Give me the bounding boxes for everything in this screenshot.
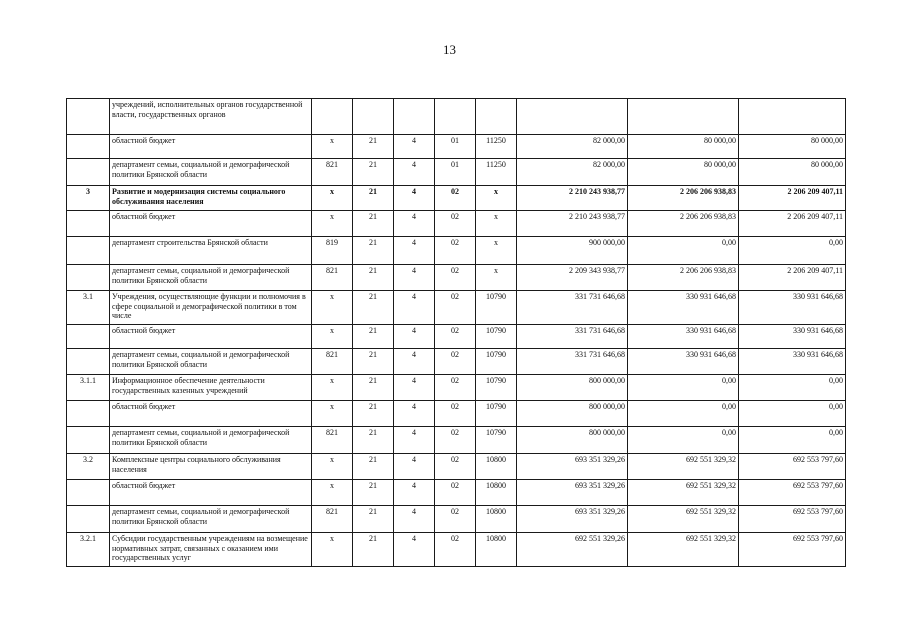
subprogram-code-cell: 4	[394, 237, 435, 265]
row-number-cell: 3.1.1	[67, 375, 110, 401]
admin-code-cell: х	[312, 375, 353, 401]
row-name-cell: областной бюджет	[110, 135, 312, 159]
amount-year2-cell: 0,00	[628, 401, 739, 427]
program-code-cell: 21	[353, 135, 394, 159]
direction-code-cell: 10790	[476, 375, 517, 401]
activity-code-cell: 02	[435, 265, 476, 291]
row-name-cell: учреждений, исполнительных органов государственной власти, государственных органов	[110, 99, 312, 135]
admin-code-cell: 821	[312, 265, 353, 291]
direction-code-cell	[476, 99, 517, 135]
amount-year1-cell: 2 210 243 938,77	[517, 186, 628, 211]
row-name-cell: департамент семьи, социальной и демографической политики Брянской области	[110, 427, 312, 454]
amount-year1-cell: 900 000,00	[517, 237, 628, 265]
program-code-cell: 21	[353, 506, 394, 533]
budget-table	[66, 98, 846, 567]
activity-code-cell: 02	[435, 325, 476, 349]
row-name-cell: Комплексные центры социального обслуживания населения	[110, 454, 312, 480]
row-name-cell: департамент семьи, социальной и демографической политики Брянской области	[110, 506, 312, 533]
subprogram-code-cell: 4	[394, 135, 435, 159]
direction-code-cell: 10800	[476, 454, 517, 480]
row-name-cell: Информационное обеспечение деятельности государственных казенных учреждений	[110, 375, 312, 401]
row-name-cell: Субсидии государственным учреждениям на возмещение нормативных затрат, связанных с оказанием ими государственных услуг	[110, 533, 312, 567]
table-row	[67, 99, 846, 135]
row-name-cell: департамент семьи, социальной и демографической политики Брянской области	[110, 159, 312, 186]
amount-year2-cell: 692 551 329,32	[628, 533, 739, 567]
amount-year1-cell: 331 731 646,68	[517, 325, 628, 349]
program-code-cell: 21	[353, 211, 394, 237]
budget-table-body	[67, 99, 846, 567]
amount-year2-cell: 692 551 329,32	[628, 454, 739, 480]
amount-year3-cell: 0,00	[739, 427, 846, 454]
admin-code-cell: х	[312, 291, 353, 325]
activity-code-cell: 02	[435, 506, 476, 533]
admin-code-cell: х	[312, 454, 353, 480]
row-number-cell	[67, 325, 110, 349]
admin-code-cell: х	[312, 480, 353, 506]
amount-year2-cell: 0,00	[628, 427, 739, 454]
subprogram-code-cell: 4	[394, 480, 435, 506]
amount-year2-cell: 330 931 646,68	[628, 325, 739, 349]
subprogram-code-cell: 4	[394, 506, 435, 533]
table-row	[67, 375, 846, 401]
amount-year2-cell: 2 206 206 938,83	[628, 211, 739, 237]
amount-year1-cell	[517, 99, 628, 135]
table-row	[67, 401, 846, 427]
program-code-cell: 21	[353, 480, 394, 506]
direction-code-cell: 10790	[476, 325, 517, 349]
row-number-cell	[67, 211, 110, 237]
amount-year1-cell: 693 351 329,26	[517, 506, 628, 533]
admin-code-cell: 821	[312, 159, 353, 186]
amount-year1-cell: 800 000,00	[517, 427, 628, 454]
amount-year2-cell: 80 000,00	[628, 135, 739, 159]
activity-code-cell: 02	[435, 237, 476, 265]
activity-code-cell: 02	[435, 480, 476, 506]
table-row	[67, 427, 846, 454]
amount-year3-cell: 692 553 797,60	[739, 480, 846, 506]
row-name-cell: областной бюджет	[110, 211, 312, 237]
program-code-cell: 21	[353, 454, 394, 480]
row-number-cell: 3.2	[67, 454, 110, 480]
admin-code-cell: х	[312, 135, 353, 159]
amount-year1-cell: 692 551 329,26	[517, 533, 628, 567]
program-code-cell: 21	[353, 237, 394, 265]
row-number-cell	[67, 265, 110, 291]
amount-year2-cell: 0,00	[628, 237, 739, 265]
admin-code-cell: х	[312, 211, 353, 237]
row-name-cell: департамент семьи, социальной и демографической политики Брянской области	[110, 265, 312, 291]
amount-year3-cell: 2 206 209 407,11	[739, 265, 846, 291]
amount-year3-cell: 692 553 797,60	[739, 506, 846, 533]
row-number-cell: 3.1	[67, 291, 110, 325]
program-code-cell: 21	[353, 401, 394, 427]
table-row	[67, 135, 846, 159]
amount-year1-cell: 82 000,00	[517, 159, 628, 186]
row-name-cell: областной бюджет	[110, 480, 312, 506]
activity-code-cell: 02	[435, 454, 476, 480]
amount-year3-cell: 80 000,00	[739, 159, 846, 186]
amount-year1-cell: 331 731 646,68	[517, 349, 628, 375]
admin-code-cell: 821	[312, 427, 353, 454]
row-number-cell	[67, 99, 110, 135]
amount-year2-cell: 692 551 329,32	[628, 506, 739, 533]
activity-code-cell: 02	[435, 533, 476, 567]
admin-code-cell: х	[312, 325, 353, 349]
activity-code-cell: 02	[435, 427, 476, 454]
amount-year2-cell: 80 000,00	[628, 159, 739, 186]
subprogram-code-cell: 4	[394, 291, 435, 325]
row-number-cell: 3.2.1	[67, 533, 110, 567]
subprogram-code-cell: 4	[394, 375, 435, 401]
amount-year3-cell	[739, 99, 846, 135]
amount-year1-cell: 800 000,00	[517, 375, 628, 401]
table-row	[67, 349, 846, 375]
table-row	[67, 325, 846, 349]
amount-year1-cell: 82 000,00	[517, 135, 628, 159]
direction-code-cell: х	[476, 211, 517, 237]
amount-year3-cell: 692 553 797,60	[739, 454, 846, 480]
row-name-cell: Развитие и модернизация системы социального обслуживания населения	[110, 186, 312, 211]
subprogram-code-cell: 4	[394, 349, 435, 375]
amount-year3-cell: 330 931 646,68	[739, 349, 846, 375]
amount-year3-cell: 330 931 646,68	[739, 325, 846, 349]
direction-code-cell: 10790	[476, 427, 517, 454]
program-code-cell	[353, 99, 394, 135]
amount-year3-cell: 80 000,00	[739, 135, 846, 159]
row-number-cell	[67, 349, 110, 375]
direction-code-cell: 10800	[476, 533, 517, 567]
amount-year3-cell: 330 931 646,68	[739, 291, 846, 325]
row-number-cell: 3	[67, 186, 110, 211]
direction-code-cell: 11250	[476, 159, 517, 186]
direction-code-cell: х	[476, 237, 517, 265]
row-number-cell	[67, 237, 110, 265]
amount-year1-cell: 2 210 243 938,77	[517, 211, 628, 237]
program-code-cell: 21	[353, 265, 394, 291]
direction-code-cell: 10790	[476, 291, 517, 325]
program-code-cell: 21	[353, 533, 394, 567]
admin-code-cell: 819	[312, 237, 353, 265]
row-name-cell: департамент семьи, социальной и демографической политики Брянской области	[110, 349, 312, 375]
amount-year2-cell: 2 206 206 938,83	[628, 186, 739, 211]
activity-code-cell: 02	[435, 349, 476, 375]
program-code-cell: 21	[353, 375, 394, 401]
table-row	[67, 291, 846, 325]
direction-code-cell: 10790	[476, 349, 517, 375]
table-row	[67, 265, 846, 291]
direction-code-cell: 10800	[476, 480, 517, 506]
table-row	[67, 159, 846, 186]
subprogram-code-cell: 4	[394, 186, 435, 211]
row-name-cell: областной бюджет	[110, 325, 312, 349]
row-number-cell	[67, 401, 110, 427]
activity-code-cell: 02	[435, 291, 476, 325]
subprogram-code-cell: 4	[394, 427, 435, 454]
row-number-cell	[67, 159, 110, 186]
amount-year1-cell: 2 209 343 938,77	[517, 265, 628, 291]
amount-year2-cell: 2 206 206 938,83	[628, 265, 739, 291]
table-row	[67, 480, 846, 506]
amount-year3-cell: 0,00	[739, 237, 846, 265]
row-number-cell	[67, 506, 110, 533]
direction-code-cell: х	[476, 265, 517, 291]
amount-year1-cell: 331 731 646,68	[517, 291, 628, 325]
activity-code-cell: 02	[435, 211, 476, 237]
program-code-cell: 21	[353, 159, 394, 186]
table-row	[67, 186, 846, 211]
amount-year3-cell: 0,00	[739, 375, 846, 401]
subprogram-code-cell: 4	[394, 401, 435, 427]
admin-code-cell: 821	[312, 506, 353, 533]
amount-year2-cell: 692 551 329,32	[628, 480, 739, 506]
admin-code-cell: 821	[312, 349, 353, 375]
table-row	[67, 454, 846, 480]
subprogram-code-cell: 4	[394, 454, 435, 480]
admin-code-cell	[312, 99, 353, 135]
amount-year2-cell: 330 931 646,68	[628, 291, 739, 325]
subprogram-code-cell: 4	[394, 265, 435, 291]
activity-code-cell	[435, 99, 476, 135]
admin-code-cell: х	[312, 401, 353, 427]
amount-year3-cell: 2 206 209 407,11	[739, 211, 846, 237]
admin-code-cell: х	[312, 186, 353, 211]
amount-year1-cell: 800 000,00	[517, 401, 628, 427]
subprogram-code-cell	[394, 99, 435, 135]
page-number: 13	[443, 42, 456, 57]
amount-year2-cell: 0,00	[628, 375, 739, 401]
activity-code-cell: 02	[435, 375, 476, 401]
row-name-cell: департамент строительства Брянской области	[110, 237, 312, 265]
subprogram-code-cell: 4	[394, 159, 435, 186]
program-code-cell: 21	[353, 427, 394, 454]
amount-year3-cell: 692 553 797,60	[739, 533, 846, 567]
subprogram-code-cell: 4	[394, 325, 435, 349]
activity-code-cell: 01	[435, 135, 476, 159]
row-number-cell	[67, 135, 110, 159]
program-code-cell: 21	[353, 291, 394, 325]
direction-code-cell: 10790	[476, 401, 517, 427]
activity-code-cell: 02	[435, 401, 476, 427]
amount-year2-cell	[628, 99, 739, 135]
program-code-cell: 21	[353, 186, 394, 211]
activity-code-cell: 02	[435, 186, 476, 211]
table-row	[67, 533, 846, 567]
direction-code-cell: 10800	[476, 506, 517, 533]
amount-year3-cell: 0,00	[739, 401, 846, 427]
row-number-cell	[67, 427, 110, 454]
table-row	[67, 506, 846, 533]
admin-code-cell: х	[312, 533, 353, 567]
amount-year1-cell: 693 351 329,26	[517, 454, 628, 480]
row-name-cell: Учреждения, осуществляющие функции и полномочия в сфере социальной и демографической политики в том числе	[110, 291, 312, 325]
direction-code-cell: х	[476, 186, 517, 211]
table-row	[67, 211, 846, 237]
program-code-cell: 21	[353, 349, 394, 375]
row-name-cell: областной бюджет	[110, 401, 312, 427]
subprogram-code-cell: 4	[394, 533, 435, 567]
program-code-cell: 21	[353, 325, 394, 349]
subprogram-code-cell: 4	[394, 211, 435, 237]
amount-year3-cell: 2 206 209 407,11	[739, 186, 846, 211]
table-row	[67, 237, 846, 265]
direction-code-cell: 11250	[476, 135, 517, 159]
amount-year2-cell: 330 931 646,68	[628, 349, 739, 375]
activity-code-cell: 01	[435, 159, 476, 186]
amount-year1-cell: 693 351 329,26	[517, 480, 628, 506]
row-number-cell	[67, 480, 110, 506]
